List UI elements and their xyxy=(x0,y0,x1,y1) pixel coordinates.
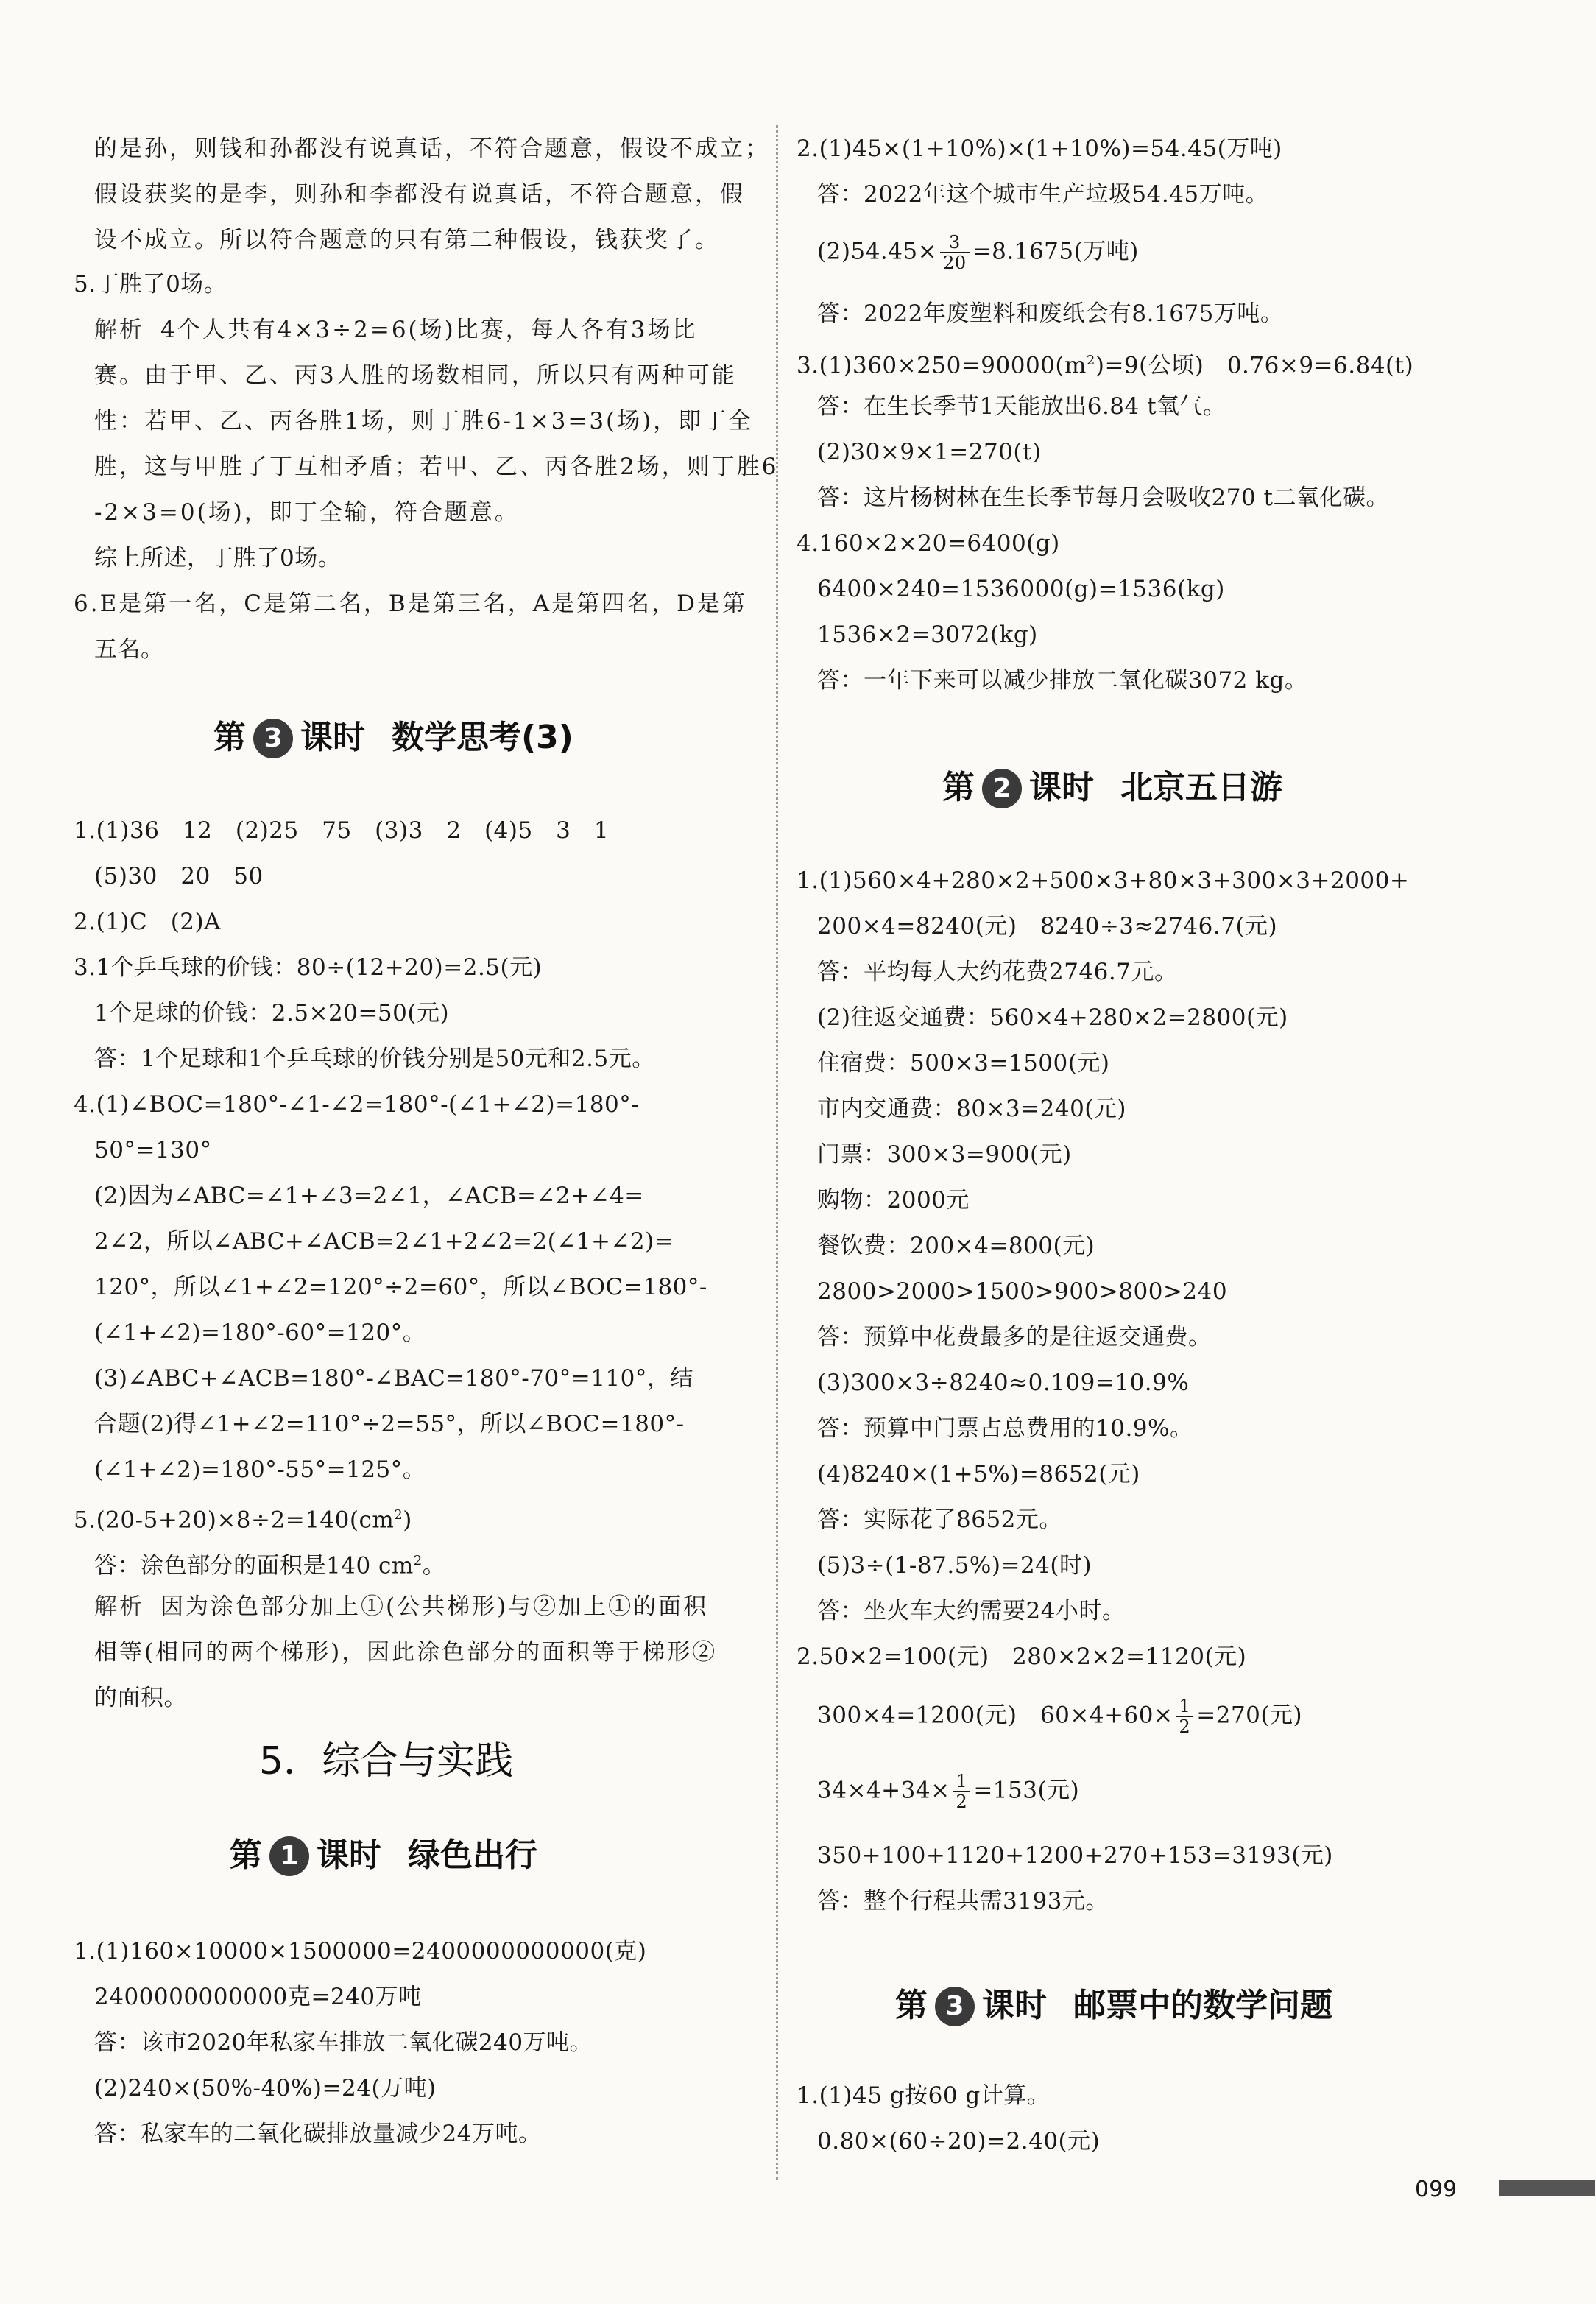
lesson-heading-3-right: 第 3 课时 邮票中的数学问题 xyxy=(895,1984,1332,2028)
text-line: 2.50×2=100(元) 280×2×2=1120(元) xyxy=(797,1644,1247,1670)
text-line: $3.(1)360\times 250=90000(m^2)=9$(公顷) 0.76×9=6.84(t) xyxy=(797,352,1414,379)
text-line: 2400000000000克=240万吨 xyxy=(94,1984,422,2010)
analysis-label: 解析 xyxy=(94,1593,144,1620)
text-line: (2)往返交通费：560×4+280×2=2800(元) xyxy=(817,1004,1288,1031)
text-line: 五名。 xyxy=(94,636,164,663)
text-line: 答：平均每人大约花费2746.7元。 xyxy=(817,959,1178,985)
text-line: 4.(1)∠BOC=180°-∠1-∠2=180°-(∠1+∠2)=180°- xyxy=(74,1091,640,1118)
text-line: 1.(1)560×4+280×2+500×3+80×3+300×3+2000+ xyxy=(797,867,1410,894)
text-line: 假设获奖的是李，则孙和李都没有说真话，不符合题意，假 xyxy=(94,181,745,208)
lesson-number-badge: 3 xyxy=(253,719,293,758)
text-line: 住宿费：500×3=1500(元) xyxy=(817,1050,1110,1077)
text-line: 答：2022年这个城市生产垃圾54.45万吨。 xyxy=(817,181,1269,208)
text-line: 答：整个行程共需3193元。 xyxy=(817,1888,1109,1914)
text-line: (2)240×(50%-40%)=24(万吨) xyxy=(94,2075,437,2102)
text-line: 的面积。 xyxy=(94,1685,187,1711)
text-line: 3.1个乒乓球的价钱：80÷(12+20)=2.5(元) xyxy=(74,954,543,981)
answer-6: 6.E是第一名，C是第二名，B是第三名，A是第四名，D是第 xyxy=(74,591,747,617)
text-line: 350+100+1120+1200+270+153=3193(元) xyxy=(817,1842,1333,1869)
fraction: $\frac{1}{2}$ xyxy=(1176,1697,1193,1736)
fraction: $\frac{3}{20}$ xyxy=(940,233,970,272)
unit-title: 5．综合与实践 xyxy=(259,1739,514,1783)
text-line: 答：在生长季节1天能放出6.84 t氧气。 xyxy=(817,393,1226,420)
fraction: $\frac{1}{2}$ xyxy=(953,1772,971,1811)
analysis-line: 解析 因为涂色部分加上①(公共梯形)与②加上①的面积 xyxy=(94,1593,709,1620)
text-line: -2×3=0(场)，即丁全输，符合题意。 xyxy=(94,499,520,526)
text-line: 答：该市2020年私家车排放二氧化碳240万吨。 xyxy=(94,2029,593,2056)
text-line: 4.160×2×20=6400(g) xyxy=(797,530,1060,557)
text-line: (4)8240×(1+5%)=8652(元) xyxy=(817,1461,1140,1487)
text-line: 1.(1)36 12 (2)25 75 (3)3 2 (4)5 3 1 xyxy=(74,817,610,844)
text-line: 34×4+34× $\frac{1}{2}$ =153(元) xyxy=(817,1771,1080,1812)
text-line: (5)3÷(1-87.5%)=24(时) xyxy=(817,1552,1092,1579)
text-line: 购物：2000元 xyxy=(817,1187,970,1213)
text-line: 2.(1)C (2)A xyxy=(74,909,222,935)
text-line: 答：坐火车大约需要24小时。 xyxy=(817,1598,1126,1624)
text-line: 胜，这与甲胜了丁互相矛盾；若甲、乙、丙各胜2场，则丁胜6 xyxy=(94,454,779,480)
text-line: 答：1个足球和1个乒乓球的价钱分别是50元和2.5元。 xyxy=(94,1046,655,1072)
analysis-line: 解析 4个人共有4×3÷2=6(场)比赛，每人各有3场比 xyxy=(94,317,698,343)
lesson-heading-1: 第 1 课时 绿色出行 xyxy=(230,1833,537,1878)
text-line: 性：若甲、乙、丙各胜1场，则丁胜6-1×3=3(场)，即丁全 xyxy=(94,408,754,434)
text-line: 1.(1)160×10000×1500000=2400000000000(克) xyxy=(74,1938,647,1965)
text-line: 的是孙，则钱和孙都没有说真话，不符合题意，假设不成立； xyxy=(94,135,770,162)
text-line: 设不成立。所以符合题意的只有第二种假设，钱获奖了。 xyxy=(94,227,720,253)
text-line: 答：涂色部分的面积是140 $cm^2$。 xyxy=(94,1552,446,1579)
text-line: 答：2022年废塑料和废纸会有8.1675万吨。 xyxy=(817,300,1284,327)
text-line: 6400×240=1536000(g)=1536(kg) xyxy=(817,576,1225,602)
text-line: (2)54.45× $\frac{3}{20}$ =8.1675(万吨) xyxy=(817,232,1139,273)
text-line: 2∠2，所以∠ABC+∠ACB=2∠1+2∠2=2(∠1+∠2)= xyxy=(94,1228,674,1255)
lesson-heading-2: 第 2 课时 北京五日游 xyxy=(942,766,1282,810)
text-line: 1536×2=3072(kg) xyxy=(817,621,1038,648)
text-line: 相等(相同的两个梯形)，因此涂色部分的面积等于梯形② xyxy=(94,1639,718,1666)
text-line: 答：一年下来可以减少排放二氧化碳3072 kg。 xyxy=(817,667,1308,694)
text-line: $5.(20-5+20)\times 8\div 2=140(cm^2)$ xyxy=(74,1507,412,1534)
lesson-number-badge: 2 xyxy=(982,769,1022,808)
text-line: 1.(1)45 g按60 g计算。 xyxy=(797,2082,1051,2109)
page-number-bar xyxy=(1499,2180,1595,2196)
text-line: 300×4=1200(元) 60×4+60× $\frac{1}{2}$ =270(元) xyxy=(817,1696,1303,1737)
text-line: 200×4=8240(元) 8240÷3≈2746.7(元) xyxy=(817,913,1278,940)
text-line: 0.80×(60÷20)=2.40(元) xyxy=(817,2128,1101,2155)
text-line: 答：实际花了8652元。 xyxy=(817,1507,1062,1533)
text-line: 答：私家车的二氧化碳排放量减少24万吨。 xyxy=(94,2121,542,2147)
lesson-number-badge: 1 xyxy=(269,1836,309,1876)
text-line: 餐饮费：200×4=800(元) xyxy=(817,1233,1095,1259)
lesson-number-badge: 3 xyxy=(935,1987,975,2026)
text-line: (5)30 20 50 xyxy=(94,863,264,889)
text-line: (2)因为∠ABC=∠1+∠3=2∠1，∠ACB=∠2+∠4= xyxy=(94,1183,644,1209)
text-line: 50°=130° xyxy=(94,1137,212,1163)
lesson-heading-3: 第 3 课时 数学思考(3) xyxy=(213,716,573,760)
column-divider xyxy=(776,125,778,2180)
text-line: 2800>2000>1500>900>800>240 xyxy=(817,1278,1228,1305)
text-line: 门票：300×3=900(元) xyxy=(817,1141,1072,1168)
text-line: (3)300×3÷8240≈0.109=10.9% xyxy=(817,1370,1190,1396)
text-line: (2)30×9×1=270(t) xyxy=(817,439,1042,465)
text-line: 合题(2)得∠1+∠2=110°÷2=55°，所以∠BOC=180°- xyxy=(94,1411,685,1437)
text-line: 综上所述，丁胜了0场。 xyxy=(94,545,342,571)
text-line: 市内交通费：80×3=240(元) xyxy=(817,1096,1126,1122)
text-line: 2.(1)45×(1+10%)×(1+10%)=54.45(万吨) xyxy=(797,135,1282,162)
text-line: 1个足球的价钱：2.5×20=50(元) xyxy=(94,1000,450,1026)
text-line: (∠1+∠2)=180°-60°=120°。 xyxy=(94,1320,426,1346)
text-line: (3)∠ABC+∠ACB=180°-∠BAC=180°-70°=110°，结 xyxy=(94,1365,693,1392)
text-line: 赛。由于甲、乙、丙3人胜的场数相同，所以只有两种可能 xyxy=(94,362,737,389)
text-line: 答：预算中门票占总费用的10.9%。 xyxy=(817,1415,1193,1442)
text-line: 答：这片杨树林在生长季节每月会吸收270 t二氧化碳。 xyxy=(817,485,1389,511)
text-line: 答：预算中花费最多的是往返交通费。 xyxy=(817,1324,1212,1350)
analysis-label: 解析 xyxy=(94,317,144,343)
text-line: 120°，所以∠1+∠2=120°÷2=60°，所以∠BOC=180°- xyxy=(94,1274,707,1300)
answer-5: 5.丁胜了0场。 xyxy=(74,271,227,297)
text-line: (∠1+∠2)=180°-55°=125°。 xyxy=(94,1456,426,1483)
page-number: 099 xyxy=(1415,2177,1458,2202)
